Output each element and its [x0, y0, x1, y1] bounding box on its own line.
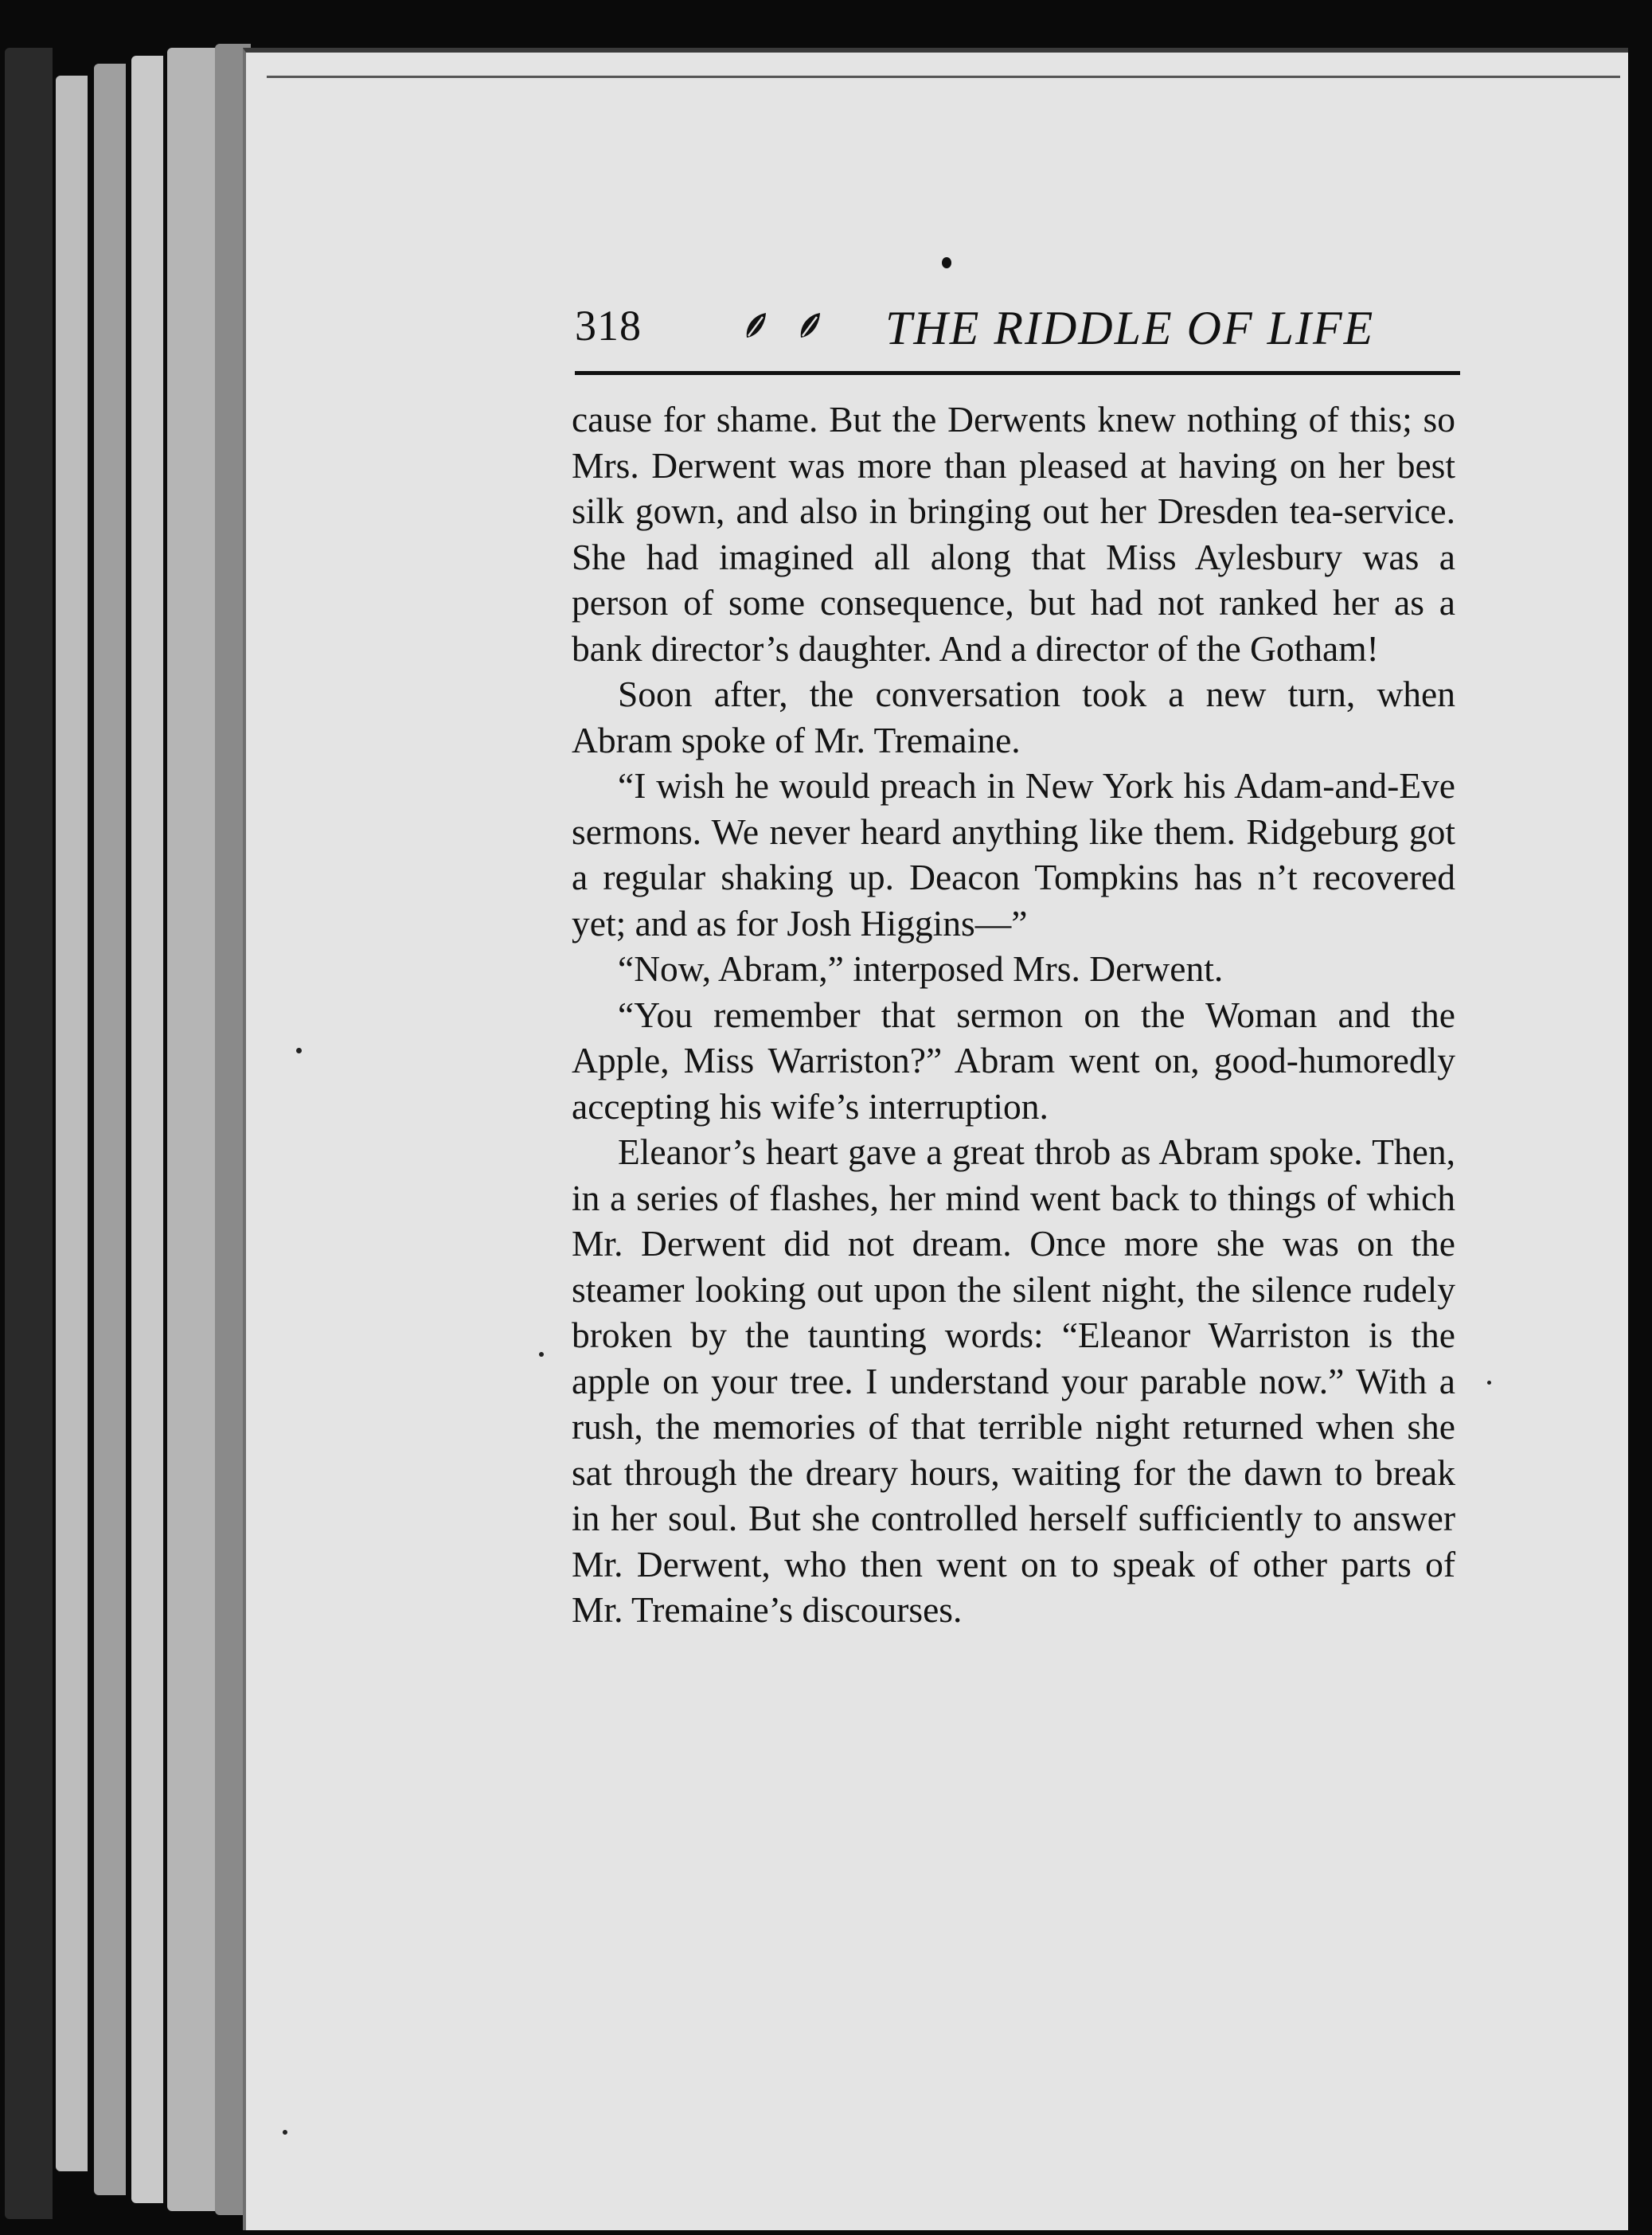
paragraph: Soon after, the conversation took a new turn, when Abram spoke of Mr. Tremaine. [572, 674, 1455, 760]
speck [1487, 1381, 1491, 1385]
speck [283, 2130, 287, 2135]
paragraph: “I wish he would preach in New York his Adam-and-Eve sermons. We never heard anything like them. Ridgeburg got a regular shaking up. Deacon Tompkins has n’t recovered yet; and as for Josh Higgins—” [572, 765, 1455, 944]
page-edge [131, 56, 163, 2203]
page-edge [5, 48, 53, 2219]
right-margin-shadow [1628, 0, 1652, 2235]
paragraph: “You remember that sermon on the Woman and the Apple, Miss Warriston?” Abram went on, good-humoredly accepting his wife’s interruption. [572, 994, 1455, 1127]
page-edge [94, 64, 126, 2195]
header-rule [575, 371, 1460, 375]
page-number: 318 [575, 302, 642, 350]
speck [296, 1048, 302, 1053]
speck [539, 1352, 544, 1357]
body-text [572, 397, 1455, 1633]
paragraph: Eleanor’s heart gave a great throb as Abram spoke. Then, in a series of flashes, her mind went back to things of which Mr. Derwent did not dream. Once more she was on the steamer looking out upon the silent night, the silence rudely broken by the taunting words: “Eleanor Warriston is the apple on your tree. I understand your parable now.” With a rush, the memories of that terrible night returned when she sat through the dreary hours, waiting for the dawn to break in her soul. But she controlled herself sufficiently to answer Mr. Derwent, who then went on to speak of other parts of Mr. Tremaine’s discourses. [572, 1131, 1455, 1630]
running-head [575, 296, 1459, 369]
page-edge [167, 48, 215, 2211]
paragraph: “Now, Abram,” interposed Mrs. Derwent. [618, 948, 1224, 989]
page-top-rule [267, 76, 1620, 78]
page-edge [56, 76, 88, 2171]
paragraph: cause for shame. But the Derwents knew nothing of this; so Mrs. Derwent was more than pleased at having on her best silk gown, and also in bringing out her Dresden tea-service. She had imagined all along that Miss Aylesbury was a person of some consequence, but had not ranked her as a bank director’s daughter. And a director of the Gotham! [572, 399, 1455, 669]
ink-dot [942, 257, 951, 268]
leaf-ornament-icon [798, 311, 822, 341]
book-title: THE RIDDLE OF LIFE [885, 302, 1375, 354]
leaf-ornament-icon [744, 311, 767, 341]
